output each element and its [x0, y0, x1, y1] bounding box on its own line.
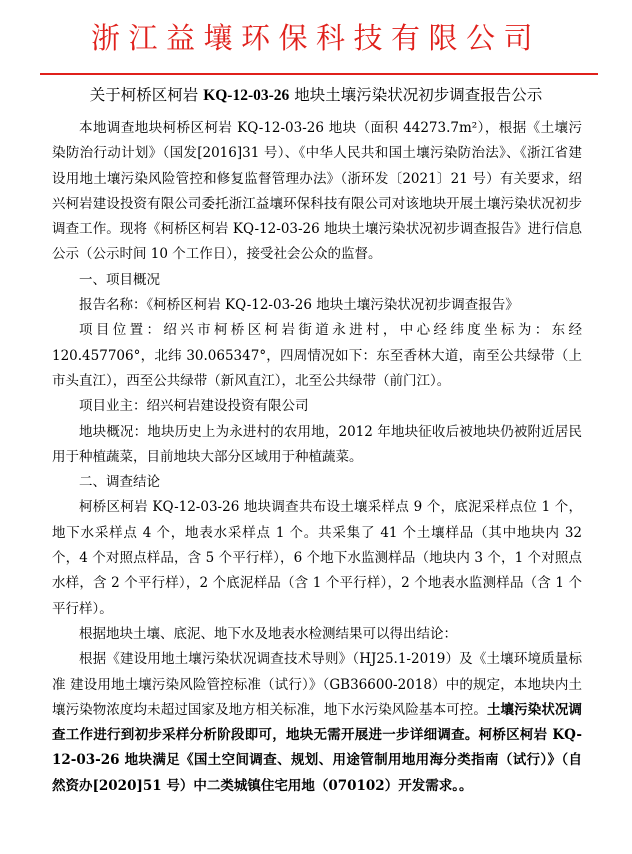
- sampling-summary: 柯桥区柯岩 KQ-12-03-26 地块调查共布设土壤采样点 9 个，底泥采样点位 1 个，地下水采样点 4 个，地表水采样点 1 个。共采集了 41 个土壤样品（其中地块内 32 个，4 个对照点样品，含 5 个平行样），6 个地下水监测样品（地块内 3 个，1 个对照点水样，含 2 个平行样），2 个底泥样品（含 1 个平行样），2 个地表水监测样品（含 1 个平行样）。: [52, 499, 582, 617]
- project-location: 项目位置：绍兴市柯桥区柯岩街道永进村，中心经纬度坐标为：东经 120.457706°，北纬 30.065347°，四周情况如下：东至香林大道，南至公共绿带（上市头直江），西至公共绿带（新风直江），北至公共绿带（前门江）。: [52, 322, 582, 389]
- conclusion-paragraph: [52, 647, 582, 799]
- title-code: KQ-12-03-26: [203, 87, 290, 104]
- report-name: 报告名称：《柯桥区柯岩 KQ-12-03-26 地块土壤污染状况初步调查报告》: [79, 297, 519, 314]
- page-title: [0, 83, 632, 105]
- header-divider: [40, 73, 598, 75]
- conclusion-bold-text: 土壤污染状况调查工作进行到初步采样分析阶段即可，地块无需开展进一步详细调查。柯桥区柯岩 KQ-12-03-26 地块满足《国土空间调查、规划、用途管制用地用海分类指南（试行）》（自然资办[2020]51 号）中二类城镇住宅用地（070102）开发需求。。: [52, 701, 583, 794]
- project-owner: 项目业主：绍兴柯岩建设投资有限公司: [79, 398, 309, 415]
- company-name: 浙江益壤环保科技有限公司: [90, 21, 541, 55]
- announcement-body: [52, 116, 582, 799]
- intro-paragraph: 本地调查地块柯桥区柯岩 KQ-12-03-26 地块（面积 44273.7m²），根据《土壤污染防治行动计划》（国发[2016]31 号）、《中华人民共和国土壤污染防治法》、《浙江省建设用地土壤污染风险管控和修复监督管理办法》（浙环发〔2021〕21 号）有关要求，绍兴柯岩建设投资有限公司委托浙江益壤环保科技有限公司对该地块开展土壤污染状况初步调查工作。现将《柯桥区柯岩 KQ-12-03-26 地块土壤污染状况初步调查报告》进行信息公示（公示时间 10 个工作日），接受社会公众的监督。: [52, 120, 582, 263]
- conclusion-text: 根据《建设用地土壤污染状况调查技术导则》（HJ25.1-2019）及《土壤环境质量标准 建设用地土壤污染风险管控标准（试行）》（GB36600-2018）中的规定，本地块内土壤污染物浓度均未超过国家及地方相关标准，地下水污染风险基本可控。: [52, 651, 582, 718]
- section1-heading: 一、项目概况: [79, 271, 160, 288]
- title-suffix: 地块土壤污染状况初步调查报告公示: [289, 86, 543, 104]
- site-overview: 地块概况：地块历史上为永进村的农用地，2012 年地块征收后被地块仍被附近居民用于种植蔬菜，目前地块大部分区域用于种植蔬菜。: [52, 423, 582, 465]
- conclusion-basis: 根据地块土壤、底泥、地下水及地表水检测结果可以得出结论：: [79, 625, 457, 642]
- section2-heading: 二、调查结论: [79, 474, 160, 491]
- title-prefix: 关于柯桥区柯岩: [89, 86, 204, 104]
